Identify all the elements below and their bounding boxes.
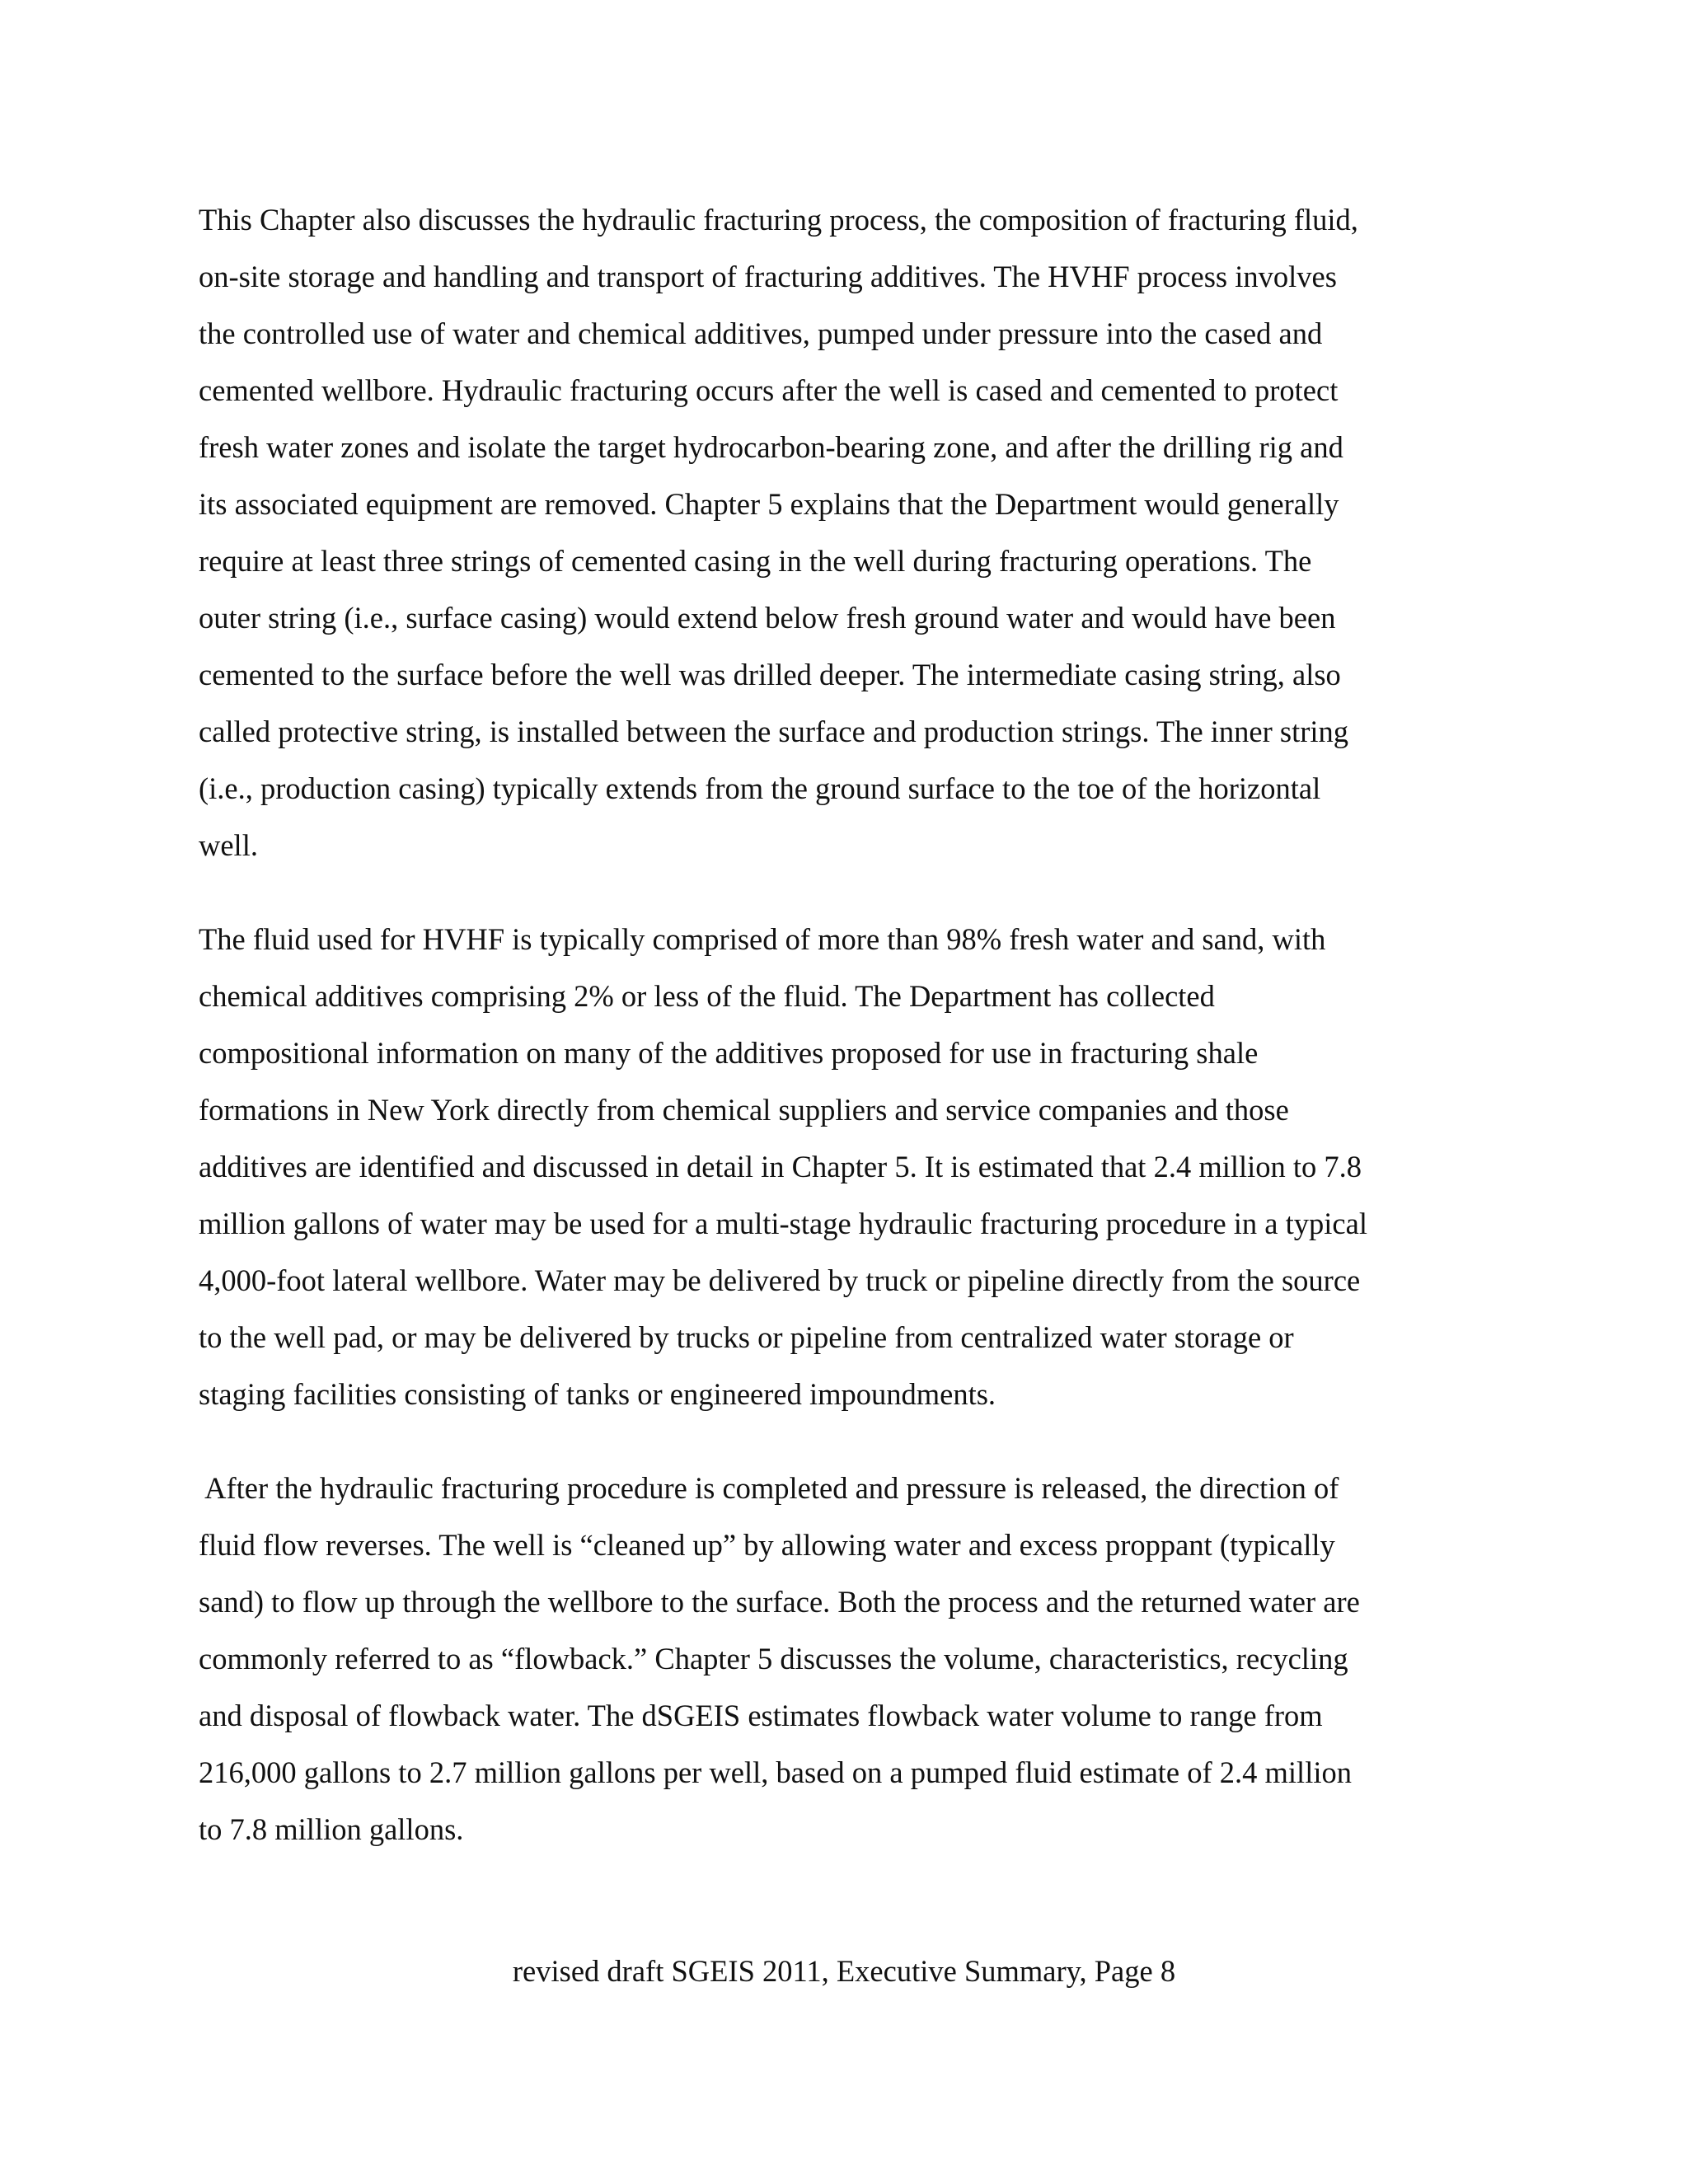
text-line: and disposal of flowback water. The dSGEIS estimates flowback water volume to range from [199, 1699, 1323, 1732]
text-line: After the hydraulic fracturing procedure is completed and pressure is released, the direction of [199, 1471, 1339, 1505]
text-line: million gallons of water may be used for a multi-stage hydraulic fracturing procedure in a typical [199, 1207, 1367, 1240]
text-line: the controlled use of water and chemical additives, pumped under pressure into the cased and [199, 316, 1323, 350]
text-line: cemented wellbore. Hydraulic fracturing occurs after the well is cased and cemented to protect [199, 373, 1339, 407]
text-line: sand) to flow up through the wellbore to the surface. Both the process and the returned water are [199, 1585, 1360, 1619]
page-footer: revised draft SGEIS 2011, Executive Summary, Page 8 [512, 1954, 1176, 1988]
text-line: 216,000 gallons to 2.7 million gallons per well, based on a pumped fluid estimate of 2.4 million [199, 1755, 1352, 1789]
text-line: commonly referred to as “flowback.” Chapter 5 discusses the volume, characteristics, recycling [199, 1642, 1348, 1675]
paragraph-hydraulic-fracturing-process [199, 191, 1501, 874]
text-line: outer string (i.e., surface casing) would extend below fresh ground water and would have been [199, 601, 1336, 635]
text-line: (i.e., production casing) typically extends from the ground surface to the toe of the horizontal [199, 771, 1321, 805]
text-line: additives are identified and discussed in detail in Chapter 5. It is estimated that 2.4 million to 7.8 [199, 1150, 1362, 1183]
text-line: formations in New York directly from chemical suppliers and service companies and those [199, 1093, 1289, 1127]
text-line: compositional information on many of the additives proposed for use in fracturing shale [199, 1036, 1259, 1070]
paragraph-fracturing-fluid [199, 911, 1501, 1422]
document-body [199, 191, 1501, 1895]
text-line: fluid flow reverses. The well is “cleaned up” by allowing water and excess proppant (typically [199, 1528, 1335, 1562]
text-line: well. [199, 828, 258, 862]
text-line: to the well pad, or may be delivered by trucks or pipeline from centralized water storage or [199, 1320, 1294, 1354]
text-line: on-site storage and handling and transport of fracturing additives. The HVHF process involves [199, 260, 1337, 293]
text-line: 4,000-foot lateral wellbore. Water may be delivered by truck or pipeline directly from the source [199, 1263, 1361, 1297]
paragraph-flowback [199, 1460, 1501, 1858]
text-line: fresh water zones and isolate the target hydrocarbon-bearing zone, and after the drilling rig and [199, 430, 1343, 464]
text-line: This Chapter also discusses the hydraulic fracturing process, the composition of fracturing fluid, [199, 203, 1358, 237]
text-line: its associated equipment are removed. Chapter 5 explains that the Department would generally [199, 487, 1339, 521]
text-line: called protective string, is installed between the surface and production strings. The inner string [199, 715, 1349, 748]
text-line: cemented to the surface before the well was drilled deeper. The intermediate casing string, also [199, 658, 1341, 691]
text-line: chemical additives comprising 2% or less of the fluid. The Department has collected [199, 979, 1215, 1013]
text-line: require at least three strings of cemented casing in the well during fracturing operations. The [199, 544, 1312, 578]
text-line: to 7.8 million gallons. [199, 1812, 464, 1846]
text-line: The fluid used for HVHF is typically comprised of more than 98% fresh water and sand, with [199, 922, 1326, 956]
text-line: staging facilities consisting of tanks or engineered impoundments. [199, 1377, 996, 1411]
